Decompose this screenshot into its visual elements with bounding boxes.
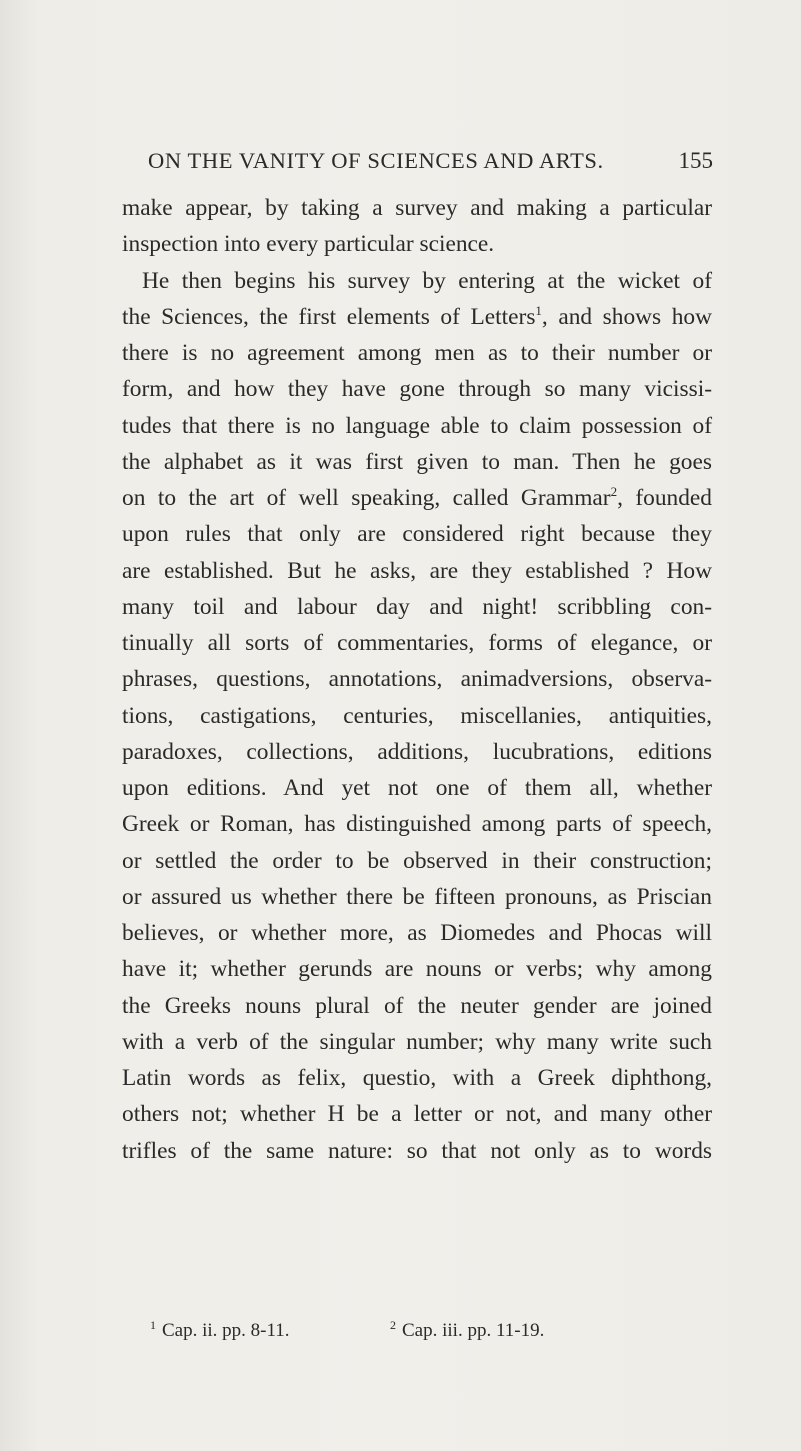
footnote-ref-2: 2	[610, 484, 618, 500]
text-line: tudes that there is no language able to claim possession of	[122, 412, 712, 439]
text-line: phrases, questions, annotations, animadversions, observa-	[122, 666, 712, 693]
text-segment: the Sciences, the first elements of Letters	[122, 303, 536, 330]
body-text	[122, 190, 712, 1169]
text-line: with a verb of the singular number; why many write such	[122, 1028, 712, 1055]
text-line: are established. But he asks, are they established ? How	[122, 557, 712, 584]
text-line: trifles of the same nature: so that not only as to words	[122, 1137, 712, 1164]
text-line: form, and how they have gone through so many vicissi-	[122, 376, 712, 403]
text-line: there is no agreement among men as to their number or	[122, 340, 712, 366]
text-line: have it; whether gerunds are nouns or verbs; why among	[122, 956, 712, 983]
text-segment: on to the art of well speaking, called Grammar	[122, 485, 611, 511]
text-line: tinually all sorts of commentaries, forms of elegance, or	[122, 630, 712, 656]
footnote-mark: 2	[390, 1317, 396, 1332]
running-title: ON THE VANITY OF SCIENCES AND ARTS.	[148, 148, 604, 173]
text-line: upon rules that only are considered right because they	[122, 521, 712, 548]
footnote-text: Cap. ii. pp. 8-11.	[162, 1320, 290, 1341]
text-line: tions, castigations, centuries, miscellanies, antiquities,	[122, 702, 712, 729]
text-line: inspection into every particular science.	[122, 231, 495, 258]
text-line: or assured us whether there be fifteen pronouns, as Priscian	[122, 883, 712, 910]
text-line: Latin words as felix, questio, with a Greek diphthong,	[122, 1065, 712, 1091]
text-line	[122, 480, 712, 516]
footnote-1	[150, 1317, 290, 1342]
footnotes	[150, 1317, 710, 1350]
text-line: Greek or Roman, has distinguished among parts of speech,	[122, 811, 712, 838]
text-line: make appear, by taking a survey and making a particular	[122, 195, 712, 221]
text-line: upon editions. And yet not one of them all, whether	[122, 775, 712, 801]
text-segment: , founded	[617, 485, 712, 511]
text-line: or settled the order to be observed in their construction;	[122, 847, 712, 874]
text-line: the alphabet as it was first given to man. Then he goes	[122, 448, 712, 475]
page-number: 155	[678, 148, 713, 173]
footnote-text: Cap. iii. pp. 11-19.	[402, 1320, 545, 1341]
text-line: others not; whether H be a letter or not, and many other	[122, 1101, 712, 1128]
footnote-ref-1: 1	[535, 302, 542, 318]
page-header	[148, 148, 713, 178]
text-segment: , and shows how	[541, 303, 712, 330]
text-line: He then begins his survey by entering at the wicket of	[142, 267, 712, 294]
text-line: many toil and labour day and night! scribbling con-	[122, 593, 712, 620]
text-line: paradoxes, collections, additions, lucubrations, editions	[122, 738, 712, 765]
footnote-2	[390, 1317, 545, 1342]
text-line: the Greeks nouns plural of the neuter gender are joined	[122, 992, 712, 1019]
text-line: believes, or whether more, as Diomedes and Phocas will	[122, 920, 712, 946]
text-line	[122, 299, 712, 335]
footnote-mark: 1	[150, 1317, 156, 1332]
